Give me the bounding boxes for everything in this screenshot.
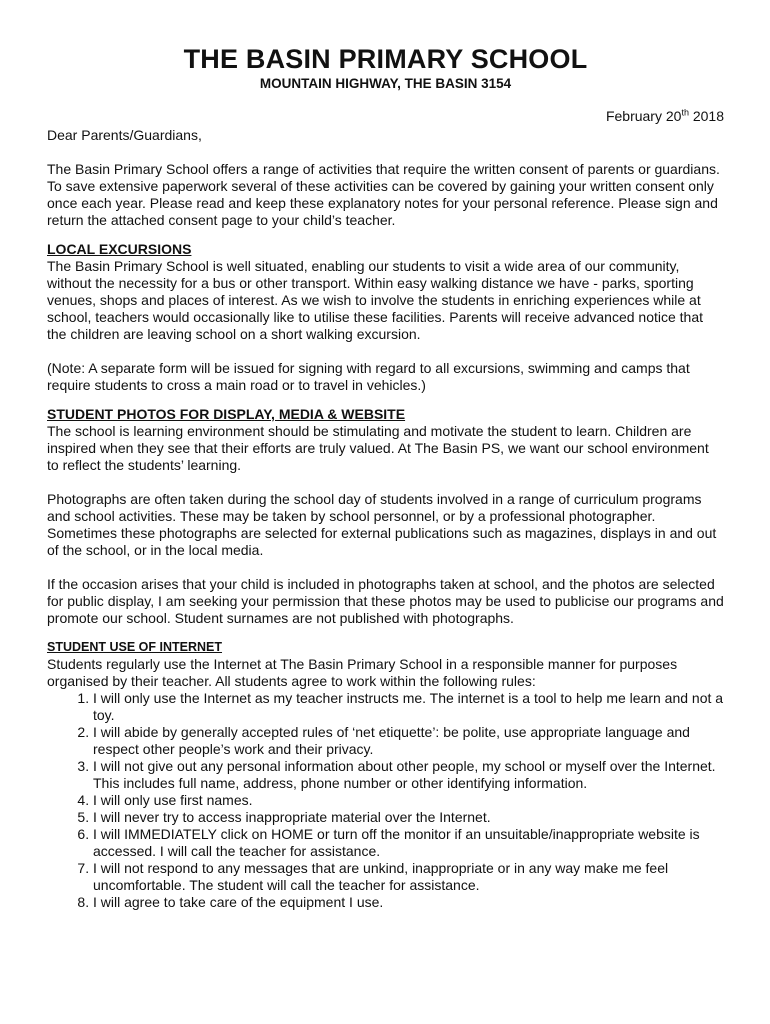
letter-date bbox=[47, 108, 724, 125]
rule-item: 3. I will not give out any personal information about other people, my school or myself over the Internet. This includes full name, address, phone number or other identifying information. bbox=[93, 758, 724, 792]
rule-item: 8. I will agree to take care of the equipment I use. bbox=[93, 894, 724, 911]
internet-heading: STUDENT USE OF INTERNET bbox=[47, 640, 223, 654]
rule-item: 6. I will IMMEDIATELY click on HOME or turn off the monitor if an unsuitable/inappropriate website is accessed. I will call the teacher for assistance. bbox=[93, 826, 724, 860]
photos-paragraph-2: Photographs are often taken during the school day of students involved in a range of curriculum programs and school activities. These may be taken by school personnel, or by a professional photographer. Sometimes these photographs are selected for external publications such as magazines, displays in and out of the school, or in the local media. bbox=[47, 491, 717, 558]
excursions-note: (Note: A separate form will be issued for signing with regard to all excursions, swimming and camps that require students to cross a main road or to travel in vehicles.) bbox=[47, 360, 690, 393]
date-day: February 20 bbox=[605, 108, 682, 124]
greeting: Dear Parents/Guardians, bbox=[47, 127, 202, 143]
rule-item: 4. I will only use first names. bbox=[93, 792, 724, 809]
school-title: THE BASIN PRIMARY SCHOOL bbox=[183, 44, 588, 74]
excursions-paragraph: The Basin Primary School is well situated, enabling our students to visit a wide area of our community, without the necessity for a bus or other transport. Within easy walking distance we have - parks, sporting venues, shops and places of interest. As we wish to involve the students in enriching experiences while at school, teachers would occasionally like to utilise these facilities. Parents will receive advanced notice that the children are leaving school on a short walking excursion. bbox=[47, 258, 704, 342]
internet-rules-list bbox=[47, 690, 724, 911]
photos-paragraph-1: The school is learning environment should be stimulating and motivate the student to learn. Children are inspired when they see that their efforts are truly valued. At The Basin PS, we want our school environment to reflect the students’ learning. bbox=[47, 423, 709, 473]
excursions-heading: LOCAL EXCURSIONS bbox=[47, 241, 192, 257]
rule-item: 5. I will never try to access inappropriate material over the Internet. bbox=[93, 809, 724, 826]
rule-item: 7. I will not respond to any messages that are unkind, inappropriate or in any way make me feel uncomfortable. The student will call the teacher for assistance. bbox=[93, 860, 724, 894]
rule-item: 1. I will only use the Internet as my teacher instructs me. The internet is a tool to help me learn and not a toy. bbox=[93, 690, 724, 724]
rule-item: 2. I will abide by generally accepted rules of ‘net etiquette’: be polite, use appropriate language and respect other people’s work and their privacy. bbox=[93, 724, 724, 758]
school-address: MOUNTAIN HIGHWAY, THE BASIN 3154 bbox=[259, 76, 512, 91]
photos-paragraph-3: If the occasion arises that your child is included in photographs taken at school, and the photos are selected for public display, I am seeking your permission that these photos may be used to publicise our programs and promote our school. Student surnames are not published with photographs. bbox=[47, 576, 724, 626]
photos-heading: STUDENT PHOTOS FOR DISPLAY, MEDIA & WEBSITE bbox=[47, 406, 406, 422]
internet-paragraph: Students regularly use the Internet at The Basin Primary School in a responsible manner for purposes organised by their teacher. All students agree to work within the following rules: bbox=[47, 656, 678, 689]
date-ordinal: th bbox=[681, 107, 689, 118]
intro-paragraph: The Basin Primary School offers a range of activities that require the written consent of parents or guardians. To save extensive paperwork several of these activities can be covered by gaining your written consent only once each year. Please read and keep these explanatory notes for your personal reference. Please sign and return the attached consent page to your child’s teacher. bbox=[47, 161, 720, 228]
date-year: 2018 bbox=[688, 108, 724, 124]
